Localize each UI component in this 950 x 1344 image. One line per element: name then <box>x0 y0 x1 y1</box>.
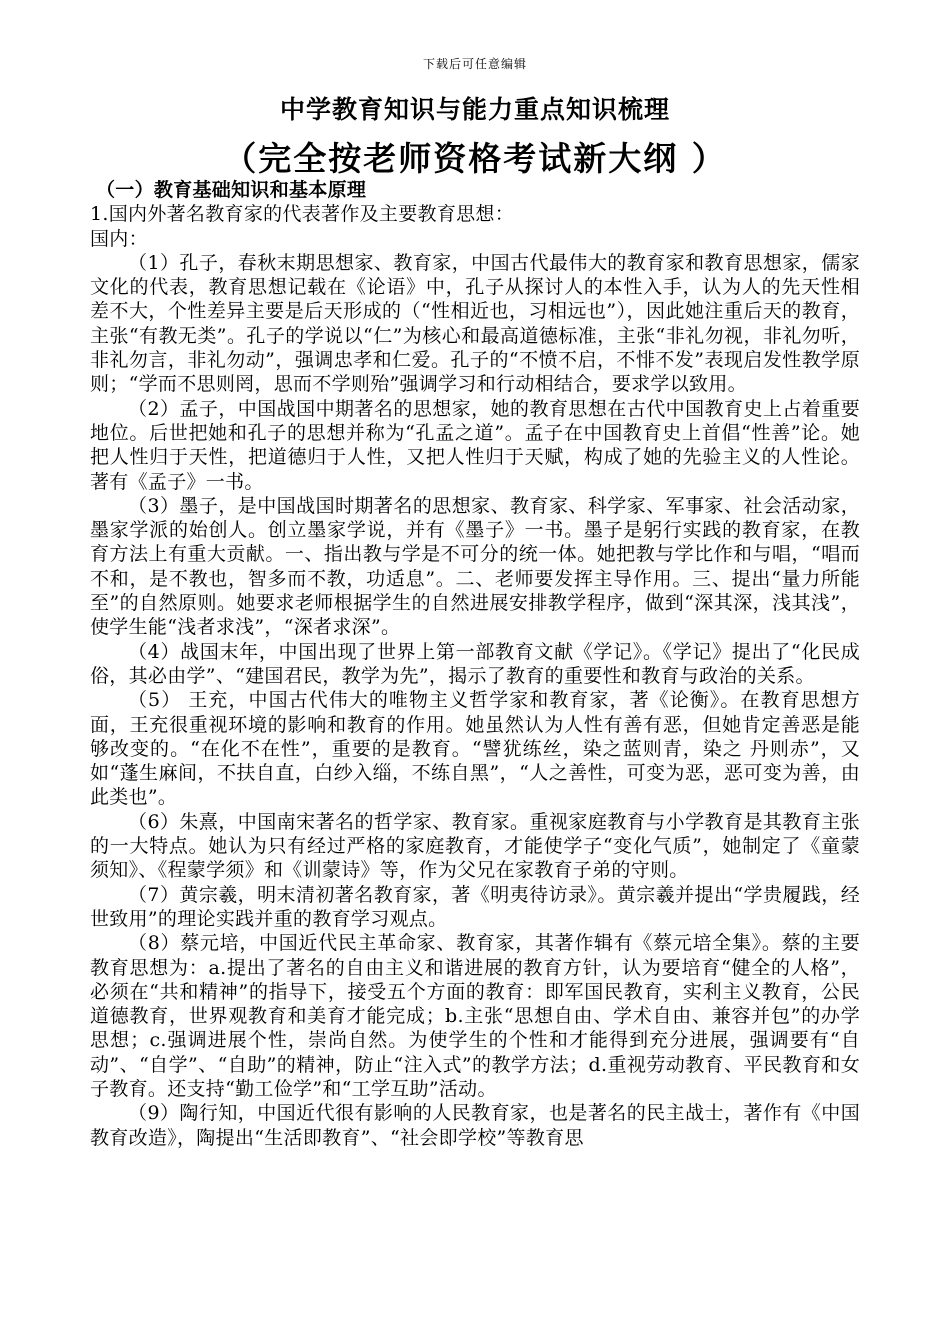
header-note: 下载后可任意编辑 <box>422 57 527 71</box>
paragraph-mozi: （3）墨子，是中国战国时期著名的思想家、教育家、科学家、军事家、社会活动家，墨家学派的始创人。创立墨家学说，并有《墨子》一书。墨子是躬行实践的教育家，在教育方法上有重大贡献。一、指出教与学是不可分的统一体。她把教与学比作和与唱，“唱而不和，是不教也，智多而不教，功适息”。二、老师要发挥主导作用。三、提出“量力所能至”的自然原则。她要求老师根据学生的自然进展安排教学程序，做到“深其深，浅其浅”，使学生能“浅者求浅”，“深者求深”。 <box>90 494 860 639</box>
document-body <box>90 178 860 1150</box>
paragraph-mencius: （2）孟子，中国战国中期著名的思想家，她的教育思想在古代中国教育史上占着重要地位。后世把她和孔子的思想并称为“孔孟之道”。孟子在中国教育史上首倡“性善”论。她把人性归于天性，把道德归于人性，又把人性归于天赋，构成了她的先验主义的人性论。著有《孟子》一书。 <box>90 397 860 493</box>
section-heading: （一）教育基础知识和基本原理 <box>96 179 367 201</box>
paragraph-xueji: （4）战国末年，中国出现了世界上第一部教育文献《学记》。《学记》提出了“化民成俗，其必由学”、“建国君民，教学为先”，揭示了教育的重要性和教育与政治的关系。 <box>90 640 860 687</box>
document-title: 中学教育知识与能力重点知识梳理 <box>279 95 670 124</box>
paragraph-cai-yuanpei: （8）蔡元培，中国近代民主革命家、教育家，其著作辑有《蔡元培全集》。蔡的主要教育思想为：a.提出了著名的自由主义和谐进展的教育方针，认为要培育“健全的人格”，必须在“共和精神”的指导下，接受五个方面的教育：即军国民教育，实利主义教育，公民道德教育，世界观教育和美育才能完成；b.主张“思想自由、学术自由、兼容并包”的办学思想；c.强调进展个性，崇尚自然。为使学生的个性和才能得到充分进展，强调要有“自动”、“自学”、“自助”的精神，防止“注入式”的教学方法；d.重视劳动教育、平民教育和女子教育。还支持“勤工俭学”和“工学互助”活动。 <box>90 932 860 1100</box>
paragraph-wang-chong: （5） 王充，中国古代伟大的唯物主义哲学家和教育家，著《论衡》。在教育思想方面，王充很重视环境的影响和教育的作用。她虽然认为人性有善有恶，但她肯定善恶是能够改变的。“在化不在性”，重要的是教育。“譬犹练丝，染之蓝则青，染之 丹则赤”，又如“蓬生麻间，不扶自直，白纱入缁，不练自黑”，“人之善性，可变为恶，恶可变为善，由此类也”。 <box>90 689 860 809</box>
paragraph-tao-xingzhi: （9）陶行知，中国近代很有影响的人民教育家，也是著名的民主战士，著作有《中国教育改造》，陶提出“生活即教育”、“社会即学校”等教育思 <box>90 1102 860 1149</box>
domestic-label: 国内： <box>90 227 148 250</box>
document-subtitle: （完全按老师资格考试新大纲 ） <box>223 139 727 178</box>
item-heading: 1.国内外著名教育家的代表著作及主要教育思想： <box>90 203 515 226</box>
paragraph-confucius: （1）孔子，春秋末期思想家、教育家，中国古代最伟大的教育家和教育思想家，儒家文化的代表，教育思想记载在《论语》中，孔子从探讨人的本性入手，认为人的先天性相差不大，个性差异主要是后天形成的（“性相近也，习相远也”），因此她注重后天的教育，主张“有教无类”。孔子的学说以“仁”为核心和最高道德标准，主张“非礼勿视，非礼勿听，非礼勿言，非礼勿动”，强调忠孝和仁爱。孔子的“不愤不启，不悱不发”表现启发性教学原则；“学而不思则罔，思而不学则殆”强调学习和行动相结合，要求学以致用。 <box>90 251 860 396</box>
paragraph-huang-zongxi: （7）黄宗羲，明末清初著名教育家，著《明夷待访录》。黄宗羲并提出“学贵履践，经世致用”的理论实践并重的教育学习观点。 <box>90 883 860 930</box>
paragraph-zhu-xi: （6）朱熹，中国南宋著名的哲学家、教育家。重视家庭教育与小学教育是其教育主张的一大特点。她认为只有经过严格的家庭教育，才能使学子“变化气质”，她制定了《童蒙须知》、《程蒙学须》和《训蒙诗》等，作为父兄在家教育子弟的守则。 <box>90 810 860 882</box>
